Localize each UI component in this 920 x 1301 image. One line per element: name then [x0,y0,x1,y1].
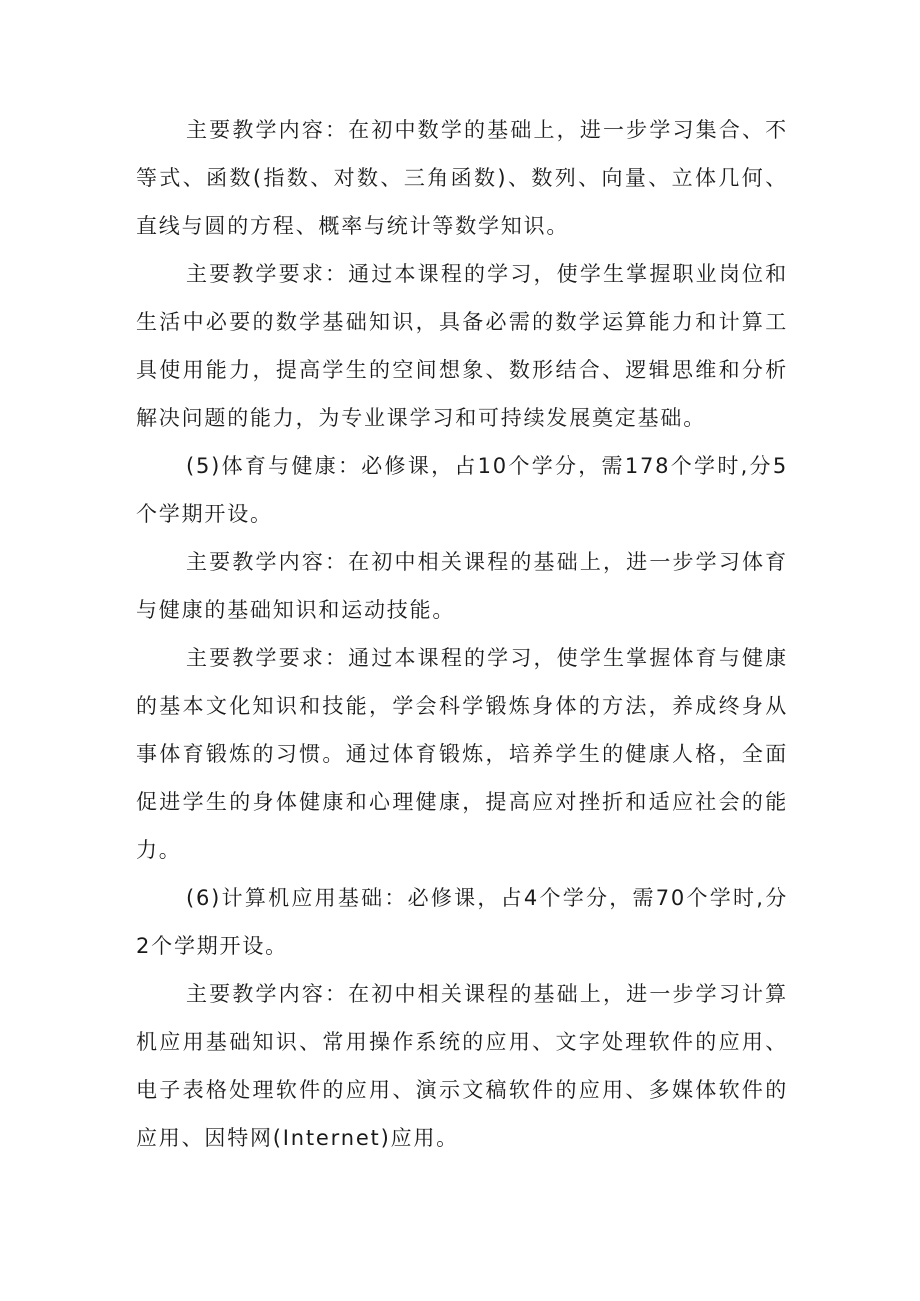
paragraph-computer-content: 主要教学内容：在初中相关课程的基础上，进一步学习计算机应用基础知识、常用操作系统的应用、文字处理软件的应用、电子表格处理软件的应用、演示文稿软件的应用、多媒体软件的应用、因特网(Internet)应用。 [136,982,788,1150]
paragraph-pe-requirements: 主要教学要求：通过本课程的学习，使学生掌握体育与健康的基本文化知识和技能，学会科学锻炼身体的方法，养成终身从事体育锻炼的习惯。通过体育锻炼，培养学生的健康人格，全面促进学生的身体健康和心理健康，提高应对挫折和适应社会的能力。 [136,646,788,862]
paragraph-math-requirements: 主要教学要求：通过本课程的学习，使学生掌握职业岗位和生活中必要的数学基础知识，具备必需的数学运算能力和计算工具使用能力，提高学生的空间想象、数形结合、逻辑思维和分析解决问题的能力，为专业课学习和可持续发展奠定基础。 [136,262,788,430]
paragraph-math-content: 主要教学内容：在初中数学的基础上，进一步学习集合、不等式、函数(指数、对数、三角函数)、数列、向量、立体几何、直线与圆的方程、概率与统计等数学知识。 [136,118,788,238]
document-body [136,106,788,1162]
paragraph-pe-content: 主要教学内容：在初中相关课程的基础上，进一步学习体育与健康的基础知识和运动技能。 [136,550,788,622]
paragraph-computer-course-info: (6)计算机应用基础：必修课，占4个学分，需70个学时,分2个学期开设。 [136,886,788,958]
paragraph-pe-course-info: (5)体育与健康：必修课，占10个学分，需178个学时,分5个学期开设。 [136,454,788,526]
